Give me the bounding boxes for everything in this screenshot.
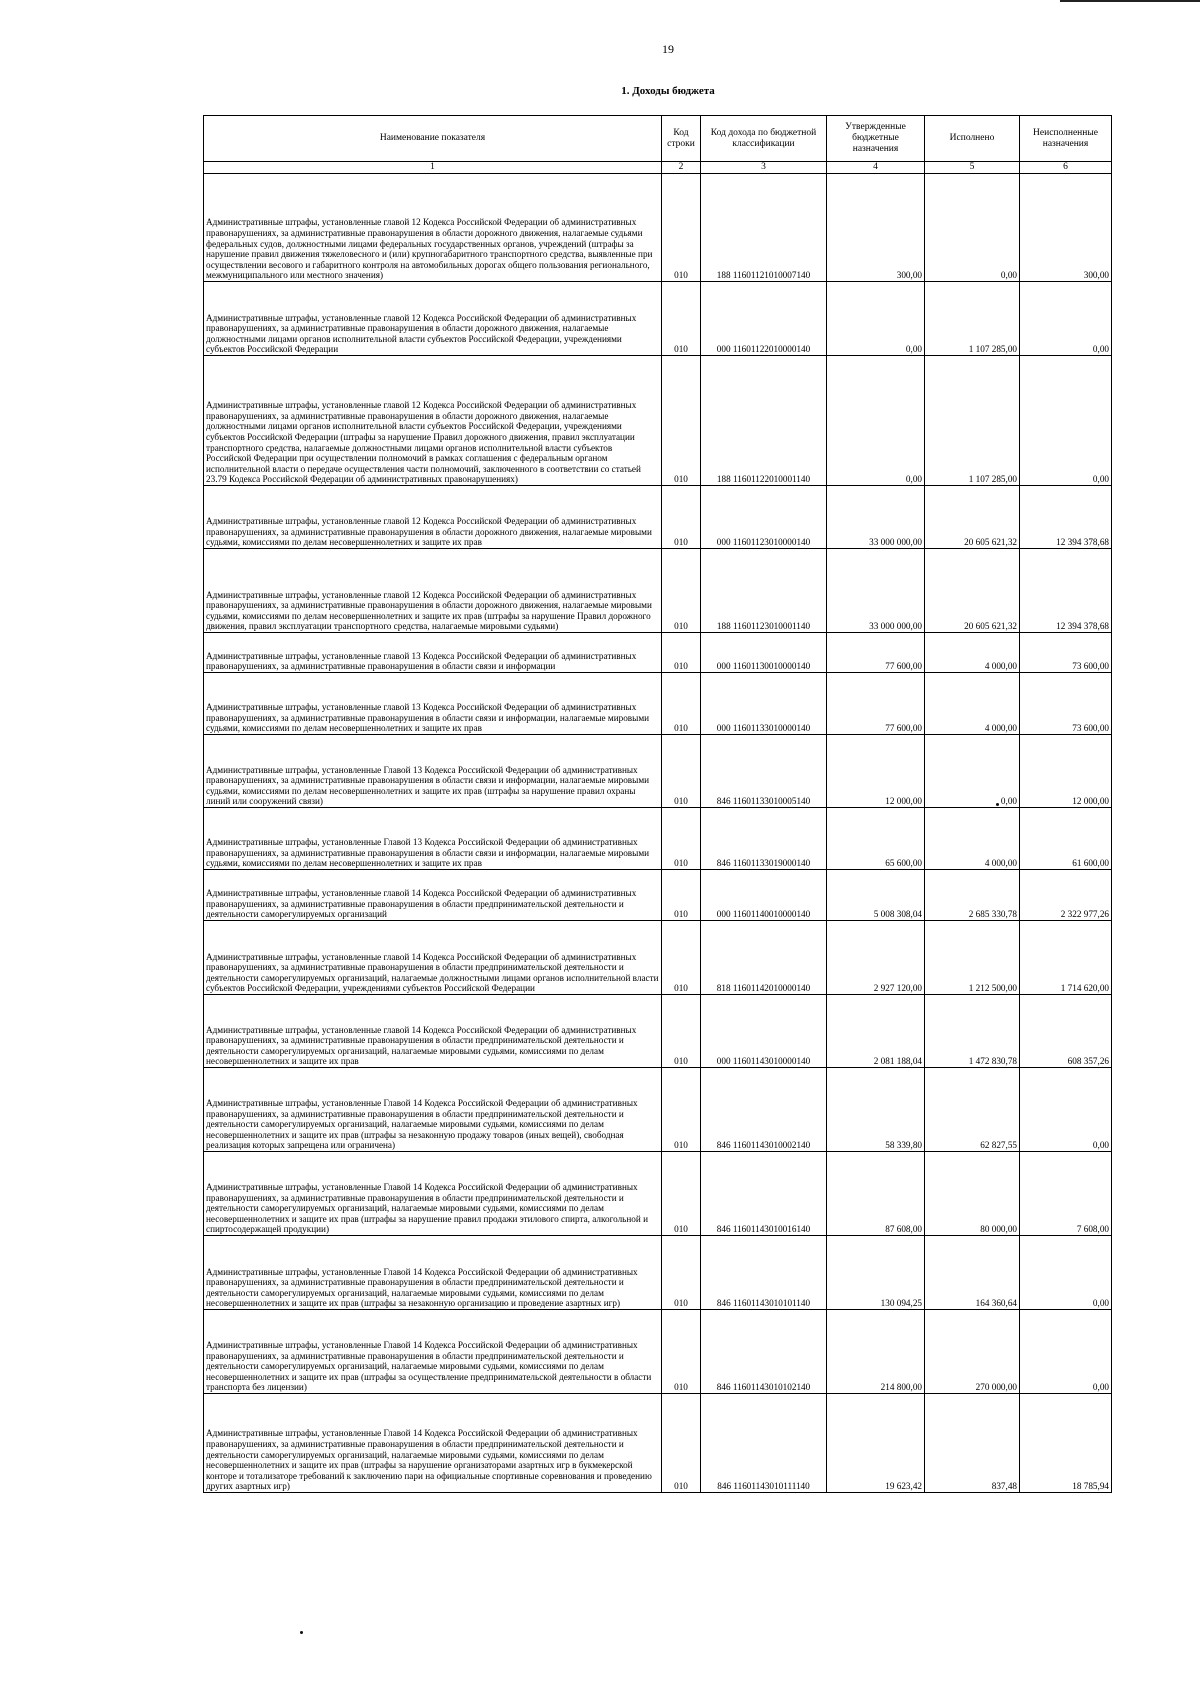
row-kbk: 846 11601143010016140 [701,1152,827,1236]
row-name: Административные штрафы, установленные главой 12 Кодекса Российской Федерации об административных правонарушениях, за административные правонарушения в области дорожного движения, налагаемые мировыми судьями, комиссиями по делам несовершеннолетних и защите их прав [204,486,662,549]
row-approved: 214 800,00 [827,1310,925,1394]
table-row [204,870,1112,921]
table-header [204,116,1112,162]
row-line-code: 010 [662,1394,701,1493]
column-header-kbk: Код дохода по бюджетной классификации [701,116,827,162]
row-approved: 87 608,00 [827,1152,925,1236]
row-name: Административные штрафы, установленные Главой 13 Кодекса Российской Федерации об административных правонарушениях, за административные правонарушения в области связи и информации, налагаемые мировыми судьями, комиссиями по делам несовершеннолетних и защите их прав [204,808,662,870]
row-kbk: 188 11601122010001140 [701,356,827,486]
row-line-code: 010 [662,673,701,735]
table-row [204,1310,1112,1394]
row-unexecuted: 0,00 [1020,1236,1112,1310]
row-executed: 20 605 621,32 [925,549,1020,633]
row-unexecuted: 61 600,00 [1020,808,1112,870]
table-row [204,735,1112,808]
column-number: 4 [827,162,925,174]
row-line-code: 010 [662,735,701,808]
row-approved: 0,00 [827,282,925,356]
row-executed: 0,00 [925,735,1020,808]
row-approved: 77 600,00 [827,633,925,673]
row-kbk: 846 11601133010005140 [701,735,827,808]
row-kbk: 818 11601142010000140 [701,921,827,995]
row-unexecuted: 0,00 [1020,356,1112,486]
row-unexecuted: 0,00 [1020,1068,1112,1152]
table-row [204,486,1112,549]
column-header-line-code: Код строки [662,116,701,162]
row-line-code: 010 [662,282,701,356]
row-kbk: 846 11601133019000140 [701,808,827,870]
column-header-executed: Исполнено [925,116,1020,162]
row-line-code: 010 [662,174,701,282]
row-name: Административные штрафы, установленные главой 13 Кодекса Российской Федерации об административных правонарушениях, за административные правонарушения в области связи и информации [204,633,662,673]
row-line-code: 010 [662,1310,701,1394]
scan-speck [996,803,999,806]
row-unexecuted: 608 357,26 [1020,995,1112,1068]
row-executed: 20 605 621,32 [925,486,1020,549]
row-line-code: 010 [662,870,701,921]
row-kbk: 846 11601143010002140 [701,1068,827,1152]
scan-speck [300,1631,303,1634]
row-line-code: 010 [662,549,701,633]
row-kbk: 000 11601133010000140 [701,673,827,735]
row-approved: 300,00 [827,174,925,282]
row-approved: 33 000 000,00 [827,486,925,549]
row-executed: 2 685 330,78 [925,870,1020,921]
row-name: Административные штрафы, установленные главой 12 Кодекса Российской Федерации об административных правонарушениях, за административные правонарушения в области дорожного движения, налагаемые мировыми судьями, комиссиями по делам несовершеннолетних и защите их прав (штрафы за нарушение Правил дорожного движения, правил эксплуатации транспортного средства, налагаемые мировыми судьями) [204,549,662,633]
column-number-row [204,162,1112,174]
row-line-code: 010 [662,995,701,1068]
row-approved: 33 000 000,00 [827,549,925,633]
table-row [204,1236,1112,1310]
table-row [204,921,1112,995]
budget-revenue-table [203,115,1112,1493]
row-executed: 1 107 285,00 [925,356,1020,486]
row-kbk: 000 11601140010000140 [701,870,827,921]
row-unexecuted: 7 608,00 [1020,1152,1112,1236]
table-row [204,633,1112,673]
row-name: Административные штрафы, установленные главой 14 Кодекса Российской Федерации об административных правонарушениях, за административные правонарушения в области предпринимательской деятельности и деятельности саморегулируемых организаций, налагаемые мировыми судьями, комиссиями по делам несовершеннолетних и защите их прав [204,995,662,1068]
row-unexecuted: 1 714 620,00 [1020,921,1112,995]
row-line-code: 010 [662,921,701,995]
row-kbk: 000 11601130010000140 [701,633,827,673]
row-name: Административные штрафы, установленные Главой 14 Кодекса Российской Федерации об административных правонарушениях, за административные правонарушения в области предпринимательской деятельности и деятельности саморегулируемых организаций, налагаемые мировыми судьями, комиссиями по делам несовершеннолетних и защите их прав (штрафы за незаконную организацию и проведение азартных игр) [204,1236,662,1310]
row-executed: 80 000,00 [925,1152,1020,1236]
table-row [204,1394,1112,1493]
row-kbk: 188 11601123010001140 [701,549,827,633]
section-title: 1. Доходы бюджета [621,85,715,97]
row-approved: 2 081 188,04 [827,995,925,1068]
row-approved: 77 600,00 [827,673,925,735]
row-executed: 270 000,00 [925,1310,1020,1394]
column-header-name: Наименование показателя [204,116,662,162]
row-name: Административные штрафы, установленные главой 14 Кодекса Российской Федерации об административных правонарушениях, за административные правонарушения в области предпринимательской деятельности и деятельности саморегулируемых организаций, налагаемые должностными лицами органов исполнительной власти субъектов Российской Федерации, учреждениями субъектов Российской Федерации [204,921,662,995]
row-executed: 4 000,00 [925,633,1020,673]
row-executed: 1 107 285,00 [925,282,1020,356]
row-executed: 4 000,00 [925,808,1020,870]
table-row [204,549,1112,633]
row-executed: 0,00 [925,174,1020,282]
row-unexecuted: 12 394 378,68 [1020,549,1112,633]
row-approved: 5 008 308,04 [827,870,925,921]
row-kbk: 846 11601143010111140 [701,1394,827,1493]
row-line-code: 010 [662,486,701,549]
row-unexecuted: 0,00 [1020,282,1112,356]
row-kbk: 846 11601143010101140 [701,1236,827,1310]
row-name: Административные штрафы, установленные главой 14 Кодекса Российской Федерации об административных правонарушениях, за административные правонарушения в области предпринимательской деятельности и деятельности саморегулируемых организаций [204,870,662,921]
row-executed: 1 472 830,78 [925,995,1020,1068]
row-line-code: 010 [662,1068,701,1152]
table-row [204,282,1112,356]
row-approved: 58 339,80 [827,1068,925,1152]
column-number: 6 [1020,162,1112,174]
row-approved: 0,00 [827,356,925,486]
row-line-code: 010 [662,633,701,673]
row-kbk: 000 11601122010000140 [701,282,827,356]
row-name: Административные штрафы, установленные Главой 14 Кодекса Российской Федерации об административных правонарушениях, за административные правонарушения в области предпринимательской деятельности и деятельности саморегулируемых организаций, налагаемые мировыми судьями, комиссиями по делам несовершеннолетних и защите их прав (штрафы за нарушение организаторами азартных игр в букмекерской конторе и тотализаторе требований к заключению пари на официальные спортивные соревнования и проведению других азартных игр) [204,1394,662,1493]
scan-edge-line [1060,0,1200,2]
table-row [204,1152,1112,1236]
row-kbk: 000 11601143010000140 [701,995,827,1068]
row-unexecuted: 2 322 977,26 [1020,870,1112,921]
row-unexecuted: 12 000,00 [1020,735,1112,808]
column-header-approved: Утвержденные бюджетные назначения [827,116,925,162]
table-row [204,673,1112,735]
row-name: Административные штрафы, установленные Главой 14 Кодекса Российской Федерации об административных правонарушениях, за административные правонарушения в области предпринимательской деятельности и деятельности саморегулируемых организаций, налагаемые мировыми судьями, комиссиями по делам несовершеннолетних и защите их прав (штрафы за незаконную продажу товаров (иных вещей), свободная реализация которых запрещена или ограничена) [204,1068,662,1152]
row-line-code: 010 [662,808,701,870]
table-row [204,1068,1112,1152]
row-name: Административные штрафы, установленные главой 13 Кодекса Российской Федерации об административных правонарушениях, за административные правонарушения в области связи и информации, налагаемые мировыми судьями, комиссиями по делам несовершеннолетних и защите их прав [204,673,662,735]
row-approved: 2 927 120,00 [827,921,925,995]
row-name: Административные штрафы, установленные Главой 14 Кодекса Российской Федерации об административных правонарушениях, за административные правонарушения в области предпринимательской деятельности и деятельности саморегулируемых организаций, налагаемые мировыми судьями, комиссиями по делам несовершеннолетних и защите их прав (штрафы за осуществление предпринимательской деятельности в области транспорта без лицензии) [204,1310,662,1394]
table-row [204,995,1112,1068]
row-line-code: 010 [662,1152,701,1236]
row-unexecuted: 73 600,00 [1020,673,1112,735]
row-approved: 19 623,42 [827,1394,925,1493]
row-executed: 164 360,64 [925,1236,1020,1310]
table-row [204,808,1112,870]
row-name: Административные штрафы, установленные главой 12 Кодекса Российской Федерации об административных правонарушениях, за административные правонарушения в области дорожного движения, налагаемые должностными лицами органов исполнительной власти субъектов Российской Федерации, учреждениями субъектов Российской Федерации (штрафы за нарушение Правил дорожного движения, правил эксплуатации транспортного средства, налагаемые должностными лицами органов исполнительной власти субъектов Российской Федерации при осуществлении полномочий в рамках соглашения с федеральным органом исполнительной власти о передаче осуществления части полномочий, заключенного в соответствии со статьей 23.79 Кодекса Российской Федерации об административных правонарушениях) [204,356,662,486]
row-executed: 62 827,55 [925,1068,1020,1152]
row-line-code: 010 [662,356,701,486]
row-unexecuted: 0,00 [1020,1310,1112,1394]
row-unexecuted: 12 394 378,68 [1020,486,1112,549]
table-row [204,356,1112,486]
row-executed: 837,48 [925,1394,1020,1493]
table-row [204,174,1112,282]
row-kbk: 188 11601121010007140 [701,174,827,282]
column-header-unexecuted: Неисполненные назначения [1020,116,1112,162]
column-number: 3 [701,162,827,174]
row-line-code: 010 [662,1236,701,1310]
row-executed: 1 212 500,00 [925,921,1020,995]
row-unexecuted: 18 785,94 [1020,1394,1112,1493]
column-number: 1 [204,162,662,174]
row-unexecuted: 300,00 [1020,174,1112,282]
row-name: Административные штрафы, установленные главой 12 Кодекса Российской Федерации об административных правонарушениях, за административные правонарушения в области дорожного движения, налагаемые должностными лицами органов исполнительной власти субъектов Российской Федерации, учреждениями субъектов Российской Федерации [204,282,662,356]
row-name: Административные штрафы, установленные Главой 14 Кодекса Российской Федерации об административных правонарушениях, за административные правонарушения в области предпринимательской деятельности и деятельности саморегулируемых организаций, налагаемые мировыми судьями, комиссиями по делам несовершеннолетних и защите их прав (штрафы за нарушение правил продажи этилового спирта, алкогольной и спиртосодержащей продукции) [204,1152,662,1236]
row-kbk: 000 11601123010000140 [701,486,827,549]
row-approved: 130 094,25 [827,1236,925,1310]
row-approved: 12 000,00 [827,735,925,808]
row-name: Административные штрафы, установленные главой 12 Кодекса Российской Федерации об административных правонарушениях, за административные правонарушения в области дорожного движения, налагаемые судьями федеральных судов, должностными лицами федеральных государственных органов, учреждений (штрафы за нарушение правил движения тяжеловесного и (или) крупногабаритного транспортного средства, выявленные при осуществлении весового и габаритного контроля на автомобильных дорогах общего пользования регионального, межмуниципального или местного значения) [204,174,662,282]
column-number: 5 [925,162,1020,174]
page-number: 19 [662,42,674,56]
row-approved: 65 600,00 [827,808,925,870]
row-kbk: 846 11601143010102140 [701,1310,827,1394]
row-unexecuted: 73 600,00 [1020,633,1112,673]
row-name: Административные штрафы, установленные Главой 13 Кодекса Российской Федерации об административных правонарушениях, за административные правонарушения в области связи и информации, налагаемые мировыми судьями, комиссиями по делам несовершеннолетних и защите их прав (штрафы за нарушение правил охраны линий или сооружений связи) [204,735,662,808]
row-executed: 4 000,00 [925,673,1020,735]
column-number: 2 [662,162,701,174]
